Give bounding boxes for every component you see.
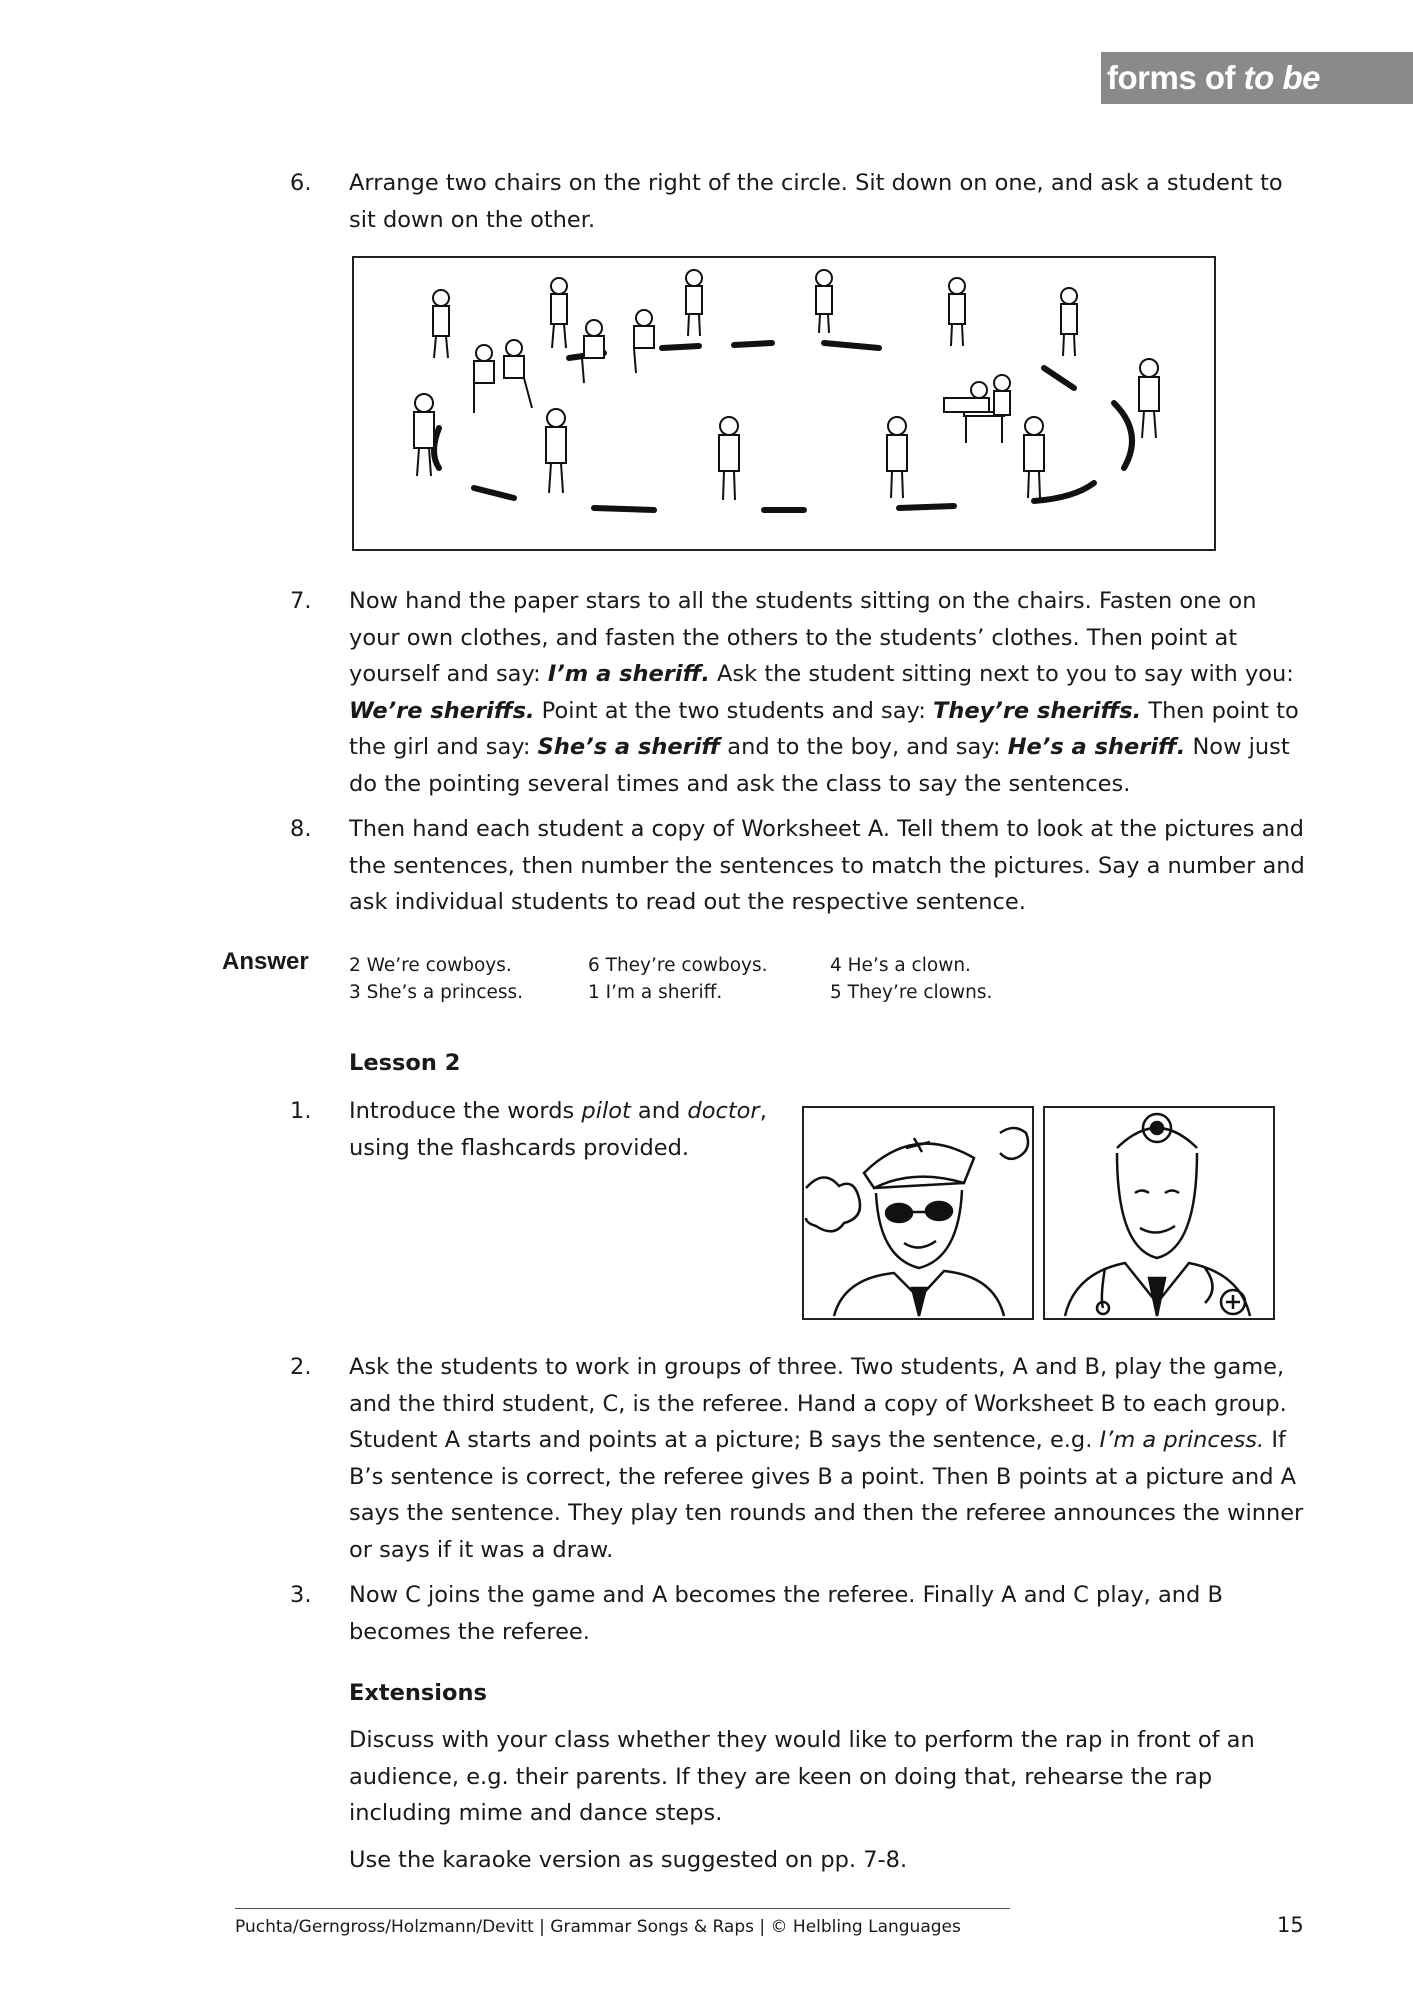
word-pilot: pilot [581,1098,631,1124]
page-number: 15 [1277,1913,1304,1937]
answer-label: Answer [222,948,309,975]
step-text: Arrange two chairs on the right of the circle. Sit down on one, and ask a student to sit down on the other. [349,170,1283,233]
person-figure [433,290,449,358]
text-run: and [630,1098,688,1124]
chairs-circle-illustration [352,256,1216,551]
text-run: Now hand the paper stars to all the students sitting on the chairs. Fasten one on your own clothes, and fasten the others to the students’ clothes. Then point at yourself and say: [349,588,1257,687]
text-run: Ask the student sitting next to you to say with you: [709,661,1294,687]
answer-column [349,952,523,1006]
step-8 [290,811,1310,921]
person-figure [816,270,832,333]
text-run: , [759,1098,767,1124]
answer-column [588,952,768,1006]
step-number: 6. [290,170,312,196]
seated-sheriffs [944,375,1010,443]
example-sentence: We’re sheriffs. [349,697,535,724]
person-figure [414,394,434,476]
lesson2-step-2 [290,1349,1310,1568]
lesson2-step-3 [290,1577,1310,1650]
text-run: Then point to the girl and say: [349,697,1299,760]
step-number: 3. [290,1582,312,1608]
step-text [349,1349,1310,1568]
example-sentence: I’m a princess. [1099,1427,1265,1453]
step-text: Then hand each student a copy of Worksheet A. Tell them to look at the pictures and the sentences, then number the sentences to match the pictures. Say a number and ask individual students to read out the respective sentence. [349,816,1305,915]
footer-divider [235,1908,1010,1909]
text-run: Now just do the pointing several times and ask the class to say the sentences. [349,734,1290,797]
step-text [349,1093,830,1166]
extensions-heading: Extensions [349,1680,487,1706]
step-6 [290,165,1310,238]
answer-item: 1 I’m a sheriff. [588,982,723,1003]
answer-item: 2 We’re cowboys. [349,955,512,976]
answer-item: 3 She’s a princess. [349,982,524,1003]
doctor-flashcard [1043,1106,1275,1320]
text-run: and to the boy, and say: [720,734,1008,760]
lesson-2-heading: Lesson 2 [349,1050,461,1076]
extensions-paragraph: Use the karaoke version as suggested on pp. 7-8. [349,1847,908,1873]
pilot-flashcard [802,1106,1034,1320]
text-run: using the flashcards provided. [349,1134,690,1161]
extensions-paragraph: Discuss with your class whether they would like to perform the rap in front of an audience, e.g. their parents. If they are keen on doing that, rehearse the rap including mime and dance steps. [349,1727,1255,1826]
example-sentence: They’re sheriffs. [932,697,1142,724]
person-figure [949,278,965,346]
answer-item: 6 They’re cowboys. [588,955,768,976]
text-run: Introduce the words [349,1098,582,1124]
person-figure [686,270,702,336]
step-number: 7. [290,588,312,614]
text-run: Point at the two students and say: [534,697,933,724]
header-prefix: forms of [1107,59,1244,96]
answer-column [830,952,992,1006]
example-sentence: He’s a sheriff. [1007,734,1186,760]
example-sentence: I’m a sheriff. [547,661,710,687]
person-figure [1024,417,1044,498]
step-7 [290,583,1310,802]
person-figure [551,278,567,348]
person-figure [719,417,739,500]
person-figure [887,417,907,498]
word-doctor: doctor [687,1098,760,1124]
step-number: 8. [290,816,312,842]
person-figure [1061,288,1077,356]
answer-item: 5 They’re clowns. [830,982,993,1003]
step-text: Now C joins the game and A becomes the referee. Finally A and C play, and B becomes the referee. [349,1582,1223,1645]
header-emphasis: to be [1243,59,1320,96]
section-header-tab [1101,52,1413,104]
text-run: Ask the students to work in groups of three. Two students, A and B, play the game, and the third student, C, is the referee. Hand a copy of Worksheet B to each group. Student A starts and points at a picture; B says the sentence, e.g. [349,1354,1287,1453]
lesson2-step-1 [290,1093,830,1166]
step-text [349,583,1310,802]
step-number: 2. [290,1354,312,1380]
text-run: If B’s sentence is correct, the referee gives B a point. Then B points at a picture and A says the sentence. They play ten rounds and then the referee announces the winner or says if it was a draw. [349,1427,1304,1563]
person-figure [546,409,566,493]
step-number: 1. [290,1098,312,1124]
person-figure [1139,359,1159,438]
footer-credits: Puchta/Gerngross/Holzmann/Devitt | Grammar Songs & Raps | © Helbling Languages [235,1917,961,1937]
example-sentence: She’s a sheriff [537,734,721,760]
answer-item: 4 He’s a clown. [830,955,971,976]
